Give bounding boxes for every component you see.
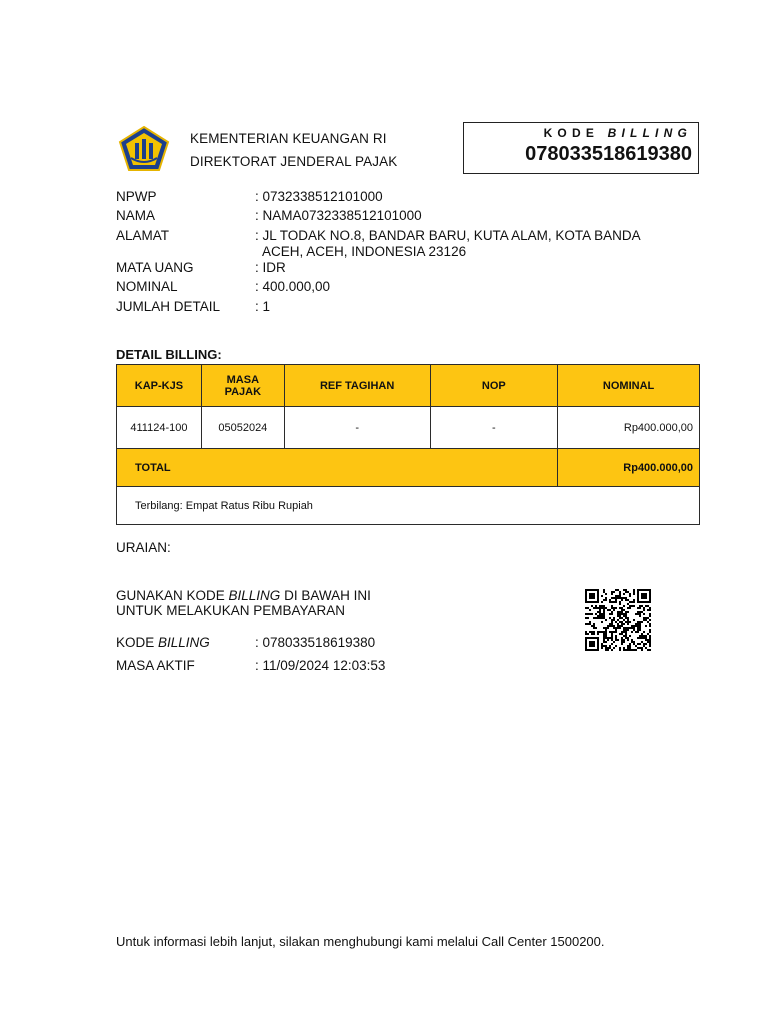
nama-label: NAMA: [116, 208, 156, 223]
col-header-nominal: NOMINAL: [558, 365, 700, 407]
npwp-value: : 0732338512101000: [255, 189, 383, 204]
masa-aktif-value: : 11/09/2024 12:03:53: [255, 658, 386, 673]
instruction-pre: GUNAKAN KODE: [116, 588, 229, 603]
qr-code-icon: [585, 589, 651, 651]
mata-uang-label: MATA UANG: [116, 260, 194, 275]
nominal-value: : 400.000,00: [255, 279, 331, 294]
nominal-label: NOMINAL: [116, 279, 178, 294]
org-name-line1: KEMENTERIAN KEUANGAN RI: [190, 131, 387, 146]
payment-instruction-line2: UNTUK MELAKUKAN PEMBAYARAN: [116, 603, 346, 618]
terbilang-text: Terbilang: Empat Ratus Ribu Rupiah: [117, 487, 700, 525]
col-header-ref-tagihan: REF TAGIHAN: [284, 365, 430, 407]
kode-billing-row-value: : 078033518619380: [255, 635, 376, 650]
col-header-masa-pajak: MASA PAJAK: [201, 365, 284, 407]
col-header-nop: NOP: [430, 365, 558, 407]
footer-note: Untuk informasi lebih lanjut, silakan menghubungi kami melalui Call Center 1500200.: [116, 934, 605, 949]
alamat-value-line2: ACEH, ACEH, INDONESIA 23126: [262, 244, 467, 259]
uraian-label: URAIAN:: [116, 540, 171, 555]
cell-nop: -: [430, 407, 558, 449]
nama-value: : NAMA0732338512101000: [255, 208, 422, 223]
kode-billing-value: 078033518619380: [525, 143, 692, 165]
payment-instruction-line1: [116, 588, 371, 603]
cell-nominal: Rp400.000,00: [558, 407, 700, 449]
kode-billing-box: [463, 122, 699, 174]
jumlah-detail-value: : 1: [255, 299, 271, 314]
table-row: [117, 407, 700, 449]
cell-kap-kjs: 411124-100: [117, 407, 202, 449]
total-row: [117, 449, 700, 487]
cell-masa-pajak: 05052024: [201, 407, 284, 449]
kode-label-italic: BILLING: [607, 126, 692, 140]
col-header-kap-kjs: KAP-KJS: [117, 365, 202, 407]
npwp-label: NPWP: [116, 189, 157, 204]
kode-billing-label: [544, 126, 692, 140]
kemenkeu-logo-icon: [118, 126, 170, 172]
instruction-italic: BILLING: [228, 588, 281, 603]
kode-billing-row-label: KODE BILLING: [116, 635, 210, 650]
billing-table: [116, 364, 700, 525]
instruction-post: DI BAWAH INI: [280, 588, 371, 603]
org-name-line2: DIREKTORAT JENDERAL PAJAK: [190, 154, 398, 169]
table-header-row: [117, 365, 700, 407]
total-value: Rp400.000,00: [558, 449, 700, 487]
jumlah-detail-label: JUMLAH DETAIL: [116, 299, 221, 314]
alamat-label: ALAMAT: [116, 228, 170, 243]
mata-uang-value: : IDR: [255, 260, 286, 275]
terbilang-row: [117, 487, 700, 525]
kode-label-prefix: KODE: [543, 126, 600, 140]
total-label: TOTAL: [117, 449, 558, 487]
cell-ref-tagihan: -: [284, 407, 430, 449]
alamat-value-line1: : JL TODAK NO.8, BANDAR BARU, KUTA ALAM, KOTA BANDA: [255, 228, 641, 243]
masa-aktif-label: MASA AKTIF: [116, 658, 195, 673]
detail-billing-title: DETAIL BILLING:: [116, 347, 222, 362]
kode-billing-row: [116, 635, 210, 650]
